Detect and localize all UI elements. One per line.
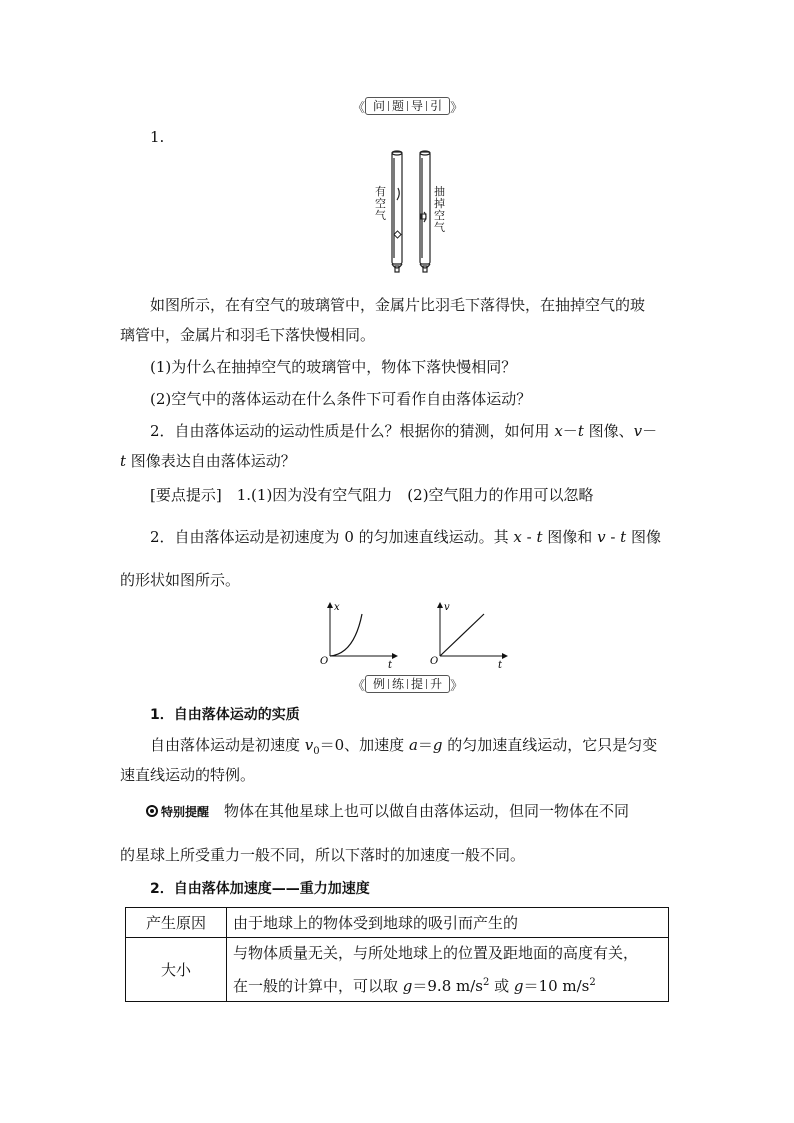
question-1-sub-2: (2)空气中的落体运动在什么条件下可看作自由落体运动？ bbox=[150, 390, 532, 408]
text: 图像 bbox=[626, 528, 661, 546]
text: ＝ bbox=[417, 736, 433, 754]
table-row bbox=[126, 908, 669, 938]
text: ＝10 m/s bbox=[523, 977, 590, 995]
text: 图像、 bbox=[583, 422, 634, 440]
table-head-cell: 产生原因 bbox=[126, 908, 227, 938]
banner-char: 引 bbox=[430, 99, 443, 113]
section-banner-practice bbox=[352, 676, 463, 692]
text: ＝0、加速度 bbox=[319, 736, 409, 754]
banner-right-bracket: 》 bbox=[450, 678, 464, 694]
section-banner-question-guide bbox=[352, 98, 463, 114]
var-x: x bbox=[513, 528, 522, 546]
right-tube bbox=[420, 151, 430, 272]
tube-label-with-air: 有空气 bbox=[375, 185, 386, 222]
banner-char: 练 bbox=[392, 677, 405, 691]
note-line-1 bbox=[146, 796, 629, 827]
section-1-title: 1．自由落体运动的实质 bbox=[150, 707, 300, 723]
hint-label: [要点提示] bbox=[150, 486, 222, 504]
parabola-curve bbox=[330, 614, 362, 656]
note-badge-icon bbox=[146, 805, 158, 817]
text: 自由落体运动是初速度 bbox=[150, 736, 305, 754]
var-g: g bbox=[432, 736, 443, 754]
tube-label-no-air: 抽掉空气 bbox=[434, 185, 445, 234]
axis-label-v: v bbox=[444, 602, 450, 613]
table-cell: 由于地球上的物体受到地球的吸引而产生的 bbox=[227, 908, 669, 938]
hint-text: 1.(1)因为没有空气阻力 (2)空气阻力的作用可以忽略 bbox=[236, 486, 594, 504]
section-1-line-2: 速直线运动的特例。 bbox=[120, 766, 256, 784]
answer-2-line-2: 的形状如图所示。 bbox=[120, 571, 241, 589]
text: 在一般的计算中，可以取 bbox=[233, 977, 403, 995]
graph-v-t bbox=[428, 600, 508, 670]
banner-char: 升 bbox=[430, 677, 443, 691]
banner-left-bracket: 《 bbox=[352, 678, 366, 694]
feather-icon bbox=[397, 188, 399, 200]
table-row bbox=[126, 938, 669, 1002]
table-head-cell: 大小 bbox=[126, 938, 227, 1002]
dash: - bbox=[605, 528, 621, 546]
banner-char: 问 bbox=[373, 99, 386, 113]
section-2-title: 2．自由落体加速度——重力加速度 bbox=[150, 881, 370, 897]
left-tube bbox=[392, 151, 402, 272]
text: 的匀加速直线运动，它只是匀变 bbox=[442, 736, 658, 754]
gravity-table bbox=[125, 907, 669, 1002]
banner-chars bbox=[365, 675, 450, 693]
table-cell-line: 与物体质量无关，与所处地球上的位置及距地面的高度有关， bbox=[233, 944, 639, 962]
var-a: a bbox=[408, 736, 418, 754]
text: 图像和 bbox=[542, 528, 598, 546]
superscript: 2 bbox=[483, 977, 490, 988]
banner-right-bracket: 》 bbox=[450, 100, 464, 116]
text: 2．自由落体运动的运动性质是什么？根据你的猜测，如何用 bbox=[150, 422, 555, 440]
var-x: x bbox=[554, 422, 563, 440]
text: 或 bbox=[489, 977, 514, 995]
banner-chars bbox=[365, 97, 450, 115]
origin-label: O bbox=[430, 656, 439, 667]
var-t: t bbox=[120, 452, 127, 470]
linear-line bbox=[440, 614, 484, 656]
text: ＝9.8 m/s bbox=[412, 977, 483, 995]
banner-char: 例 bbox=[373, 677, 386, 691]
var-g: g bbox=[402, 977, 413, 995]
intro-line-2: 璃管中，金属片和羽毛下落快慢相同。 bbox=[120, 326, 376, 344]
banner-char: 导 bbox=[411, 99, 424, 113]
intro-line-1: 如图所示，在有空气的玻璃管中，金属片比羽毛下落得快，在抽掉空气的玻 bbox=[150, 296, 646, 314]
banner-char: 提 bbox=[411, 677, 424, 691]
hint-line bbox=[150, 480, 594, 510]
text: 图像表达自由落体运动？ bbox=[126, 452, 296, 470]
origin-label: O bbox=[320, 656, 329, 667]
dash: － bbox=[642, 422, 658, 440]
var-t: t bbox=[577, 422, 584, 440]
var-t: t bbox=[536, 528, 543, 546]
table-cell bbox=[227, 938, 669, 1002]
note-text: 物体在其他星球上也可以做自由落体运动，但同一物体在不同 bbox=[224, 802, 630, 820]
var-v: v bbox=[304, 736, 314, 754]
banner-left-bracket: 《 bbox=[352, 100, 366, 116]
graph-x-t bbox=[318, 600, 398, 670]
var-g: g bbox=[513, 977, 524, 995]
question-2-line-1 bbox=[150, 416, 657, 446]
answer-2-line-1 bbox=[150, 522, 661, 552]
axis-label-x: x bbox=[334, 602, 340, 613]
dash: - bbox=[521, 528, 537, 546]
axis-label-t: t bbox=[388, 660, 393, 670]
var-v: v bbox=[597, 528, 606, 546]
note-label: 特别提醒 bbox=[161, 805, 210, 819]
subscript: 0 bbox=[313, 746, 320, 757]
metal-piece-icon bbox=[394, 231, 401, 238]
axis-label-t: t bbox=[498, 660, 503, 670]
banner-char: 题 bbox=[392, 99, 405, 113]
var-v: v bbox=[633, 422, 643, 440]
dash: － bbox=[562, 422, 578, 440]
question-1-sub-1: (1)为什么在抽掉空气的玻璃管中，物体下落快慢相同？ bbox=[150, 358, 517, 376]
superscript: 2 bbox=[589, 977, 596, 988]
var-t: t bbox=[620, 528, 627, 546]
text: 2．自由落体运动是初速度为 0 的匀加速直线运动。其 bbox=[150, 528, 514, 546]
question-1-number: 1. bbox=[150, 128, 165, 146]
table-cell-line bbox=[233, 968, 662, 1001]
question-2-line-2 bbox=[120, 446, 296, 476]
note-line-2: 的星球上所受重力一般不同，所以下落时的加速度一般不同。 bbox=[120, 846, 526, 864]
